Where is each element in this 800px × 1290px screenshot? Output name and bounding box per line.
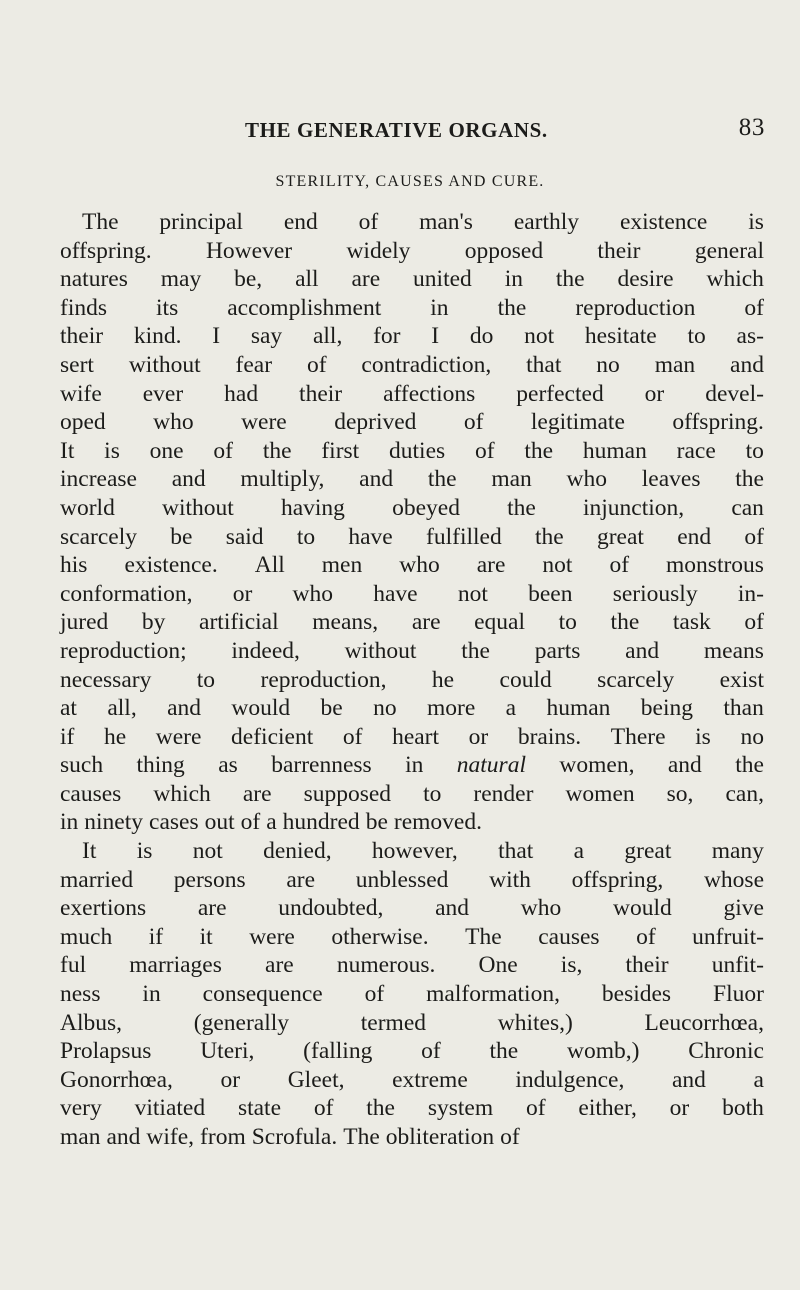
text-line: world without having obeyed the injunction, can: [60, 494, 764, 521]
text-line: offspring. However widely opposed their general: [60, 237, 764, 264]
text-line: conformation, or who have not been seriously in-: [60, 580, 764, 607]
text-line: if he were deficient of heart or brains. There is no: [60, 723, 764, 750]
text-line: jured by artificial means, are equal to the task of: [60, 609, 764, 636]
text-line: their kind. I say all, for I do not hesitate to as-: [60, 323, 764, 350]
text-line: married persons are unblessed with offspring, whose: [60, 866, 764, 893]
text-line: ful marriages are numerous. One is, their unfit-: [60, 952, 764, 979]
text-line: his existence. All men who are not of monstrous: [60, 552, 764, 579]
text-line: such thing as barrenness in natural women, and the: [60, 752, 764, 779]
text-line: increase and multiply, and the man who leaves the: [60, 466, 764, 493]
text-line: at all, and would be no more a human being than: [60, 695, 764, 722]
page-number: 83: [738, 114, 765, 141]
text-line: natures may be, all are united in the desire which: [60, 266, 764, 293]
running-title: THE GENERATIVE ORGANS.: [245, 118, 548, 142]
text-line: exertions are undoubted, and who would give: [60, 895, 764, 922]
text-line: Albus, (generally termed whites,) Leucorrhœa,: [60, 1009, 764, 1036]
text-line: wife ever had their affections perfected or devel-: [60, 380, 764, 407]
text-line: causes which are supposed to render women so, can,: [60, 780, 764, 807]
running-head: [245, 114, 765, 148]
text-line: scarcely be said to have fulfilled the great end of: [60, 523, 764, 550]
body-text: [60, 208, 764, 1152]
text-line: in ninety cases out of a hundred be removed.: [60, 809, 482, 836]
text-line: necessary to reproduction, he could scarcely exist: [60, 666, 764, 693]
text-line: ness in consequence of malformation, besides Fluor: [60, 981, 764, 1008]
text-line: Gonorrhœa, or Gleet, extreme indulgence, and a: [60, 1066, 764, 1093]
text-line: reproduction; indeed, without the parts and means: [60, 637, 764, 664]
section-heading: STERILITY, CAUSES AND CURE.: [275, 173, 545, 190]
text-line: Prolapsus Uteri, (falling of the womb,) Chronic: [60, 1038, 764, 1065]
text-line: very vitiated state of the system of either, or both: [60, 1095, 764, 1122]
text-line: man and wife, from Scrofula. The obliteration of: [60, 1124, 520, 1150]
text-line: sert without fear of contradiction, that no man and: [60, 351, 764, 378]
text-line: much if it were otherwise. The causes of unfruit-: [60, 923, 764, 950]
text-line: It is not denied, however, that a great many: [82, 838, 764, 865]
text-line: finds its accomplishment in the reproduction of: [60, 294, 764, 321]
text-line: oped who were deprived of legitimate offspring.: [60, 409, 764, 436]
text-line: It is one of the first duties of the human race to: [60, 437, 764, 464]
text-line: The principal end of man's earthly existence is: [82, 209, 764, 235]
